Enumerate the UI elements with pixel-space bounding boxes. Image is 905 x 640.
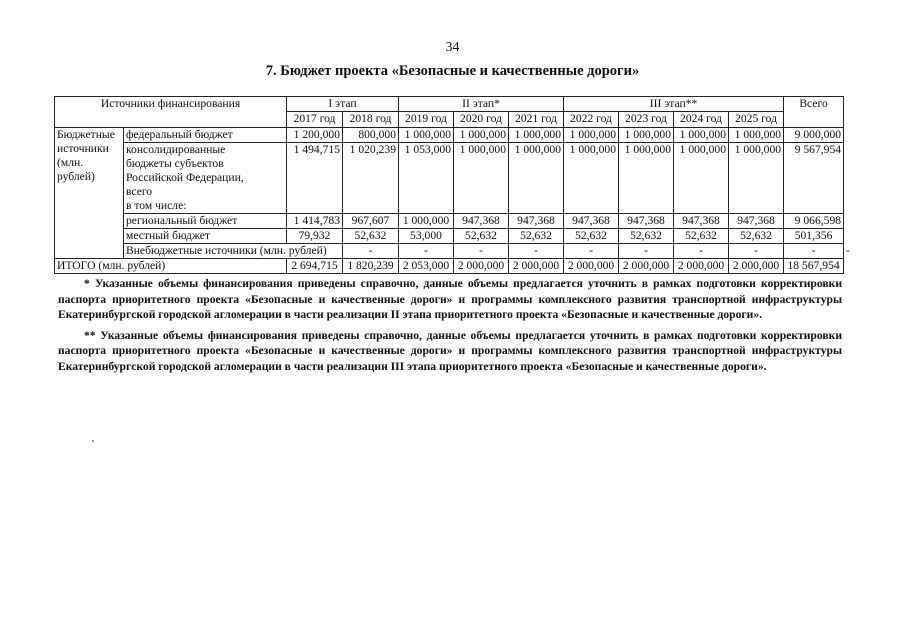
page-number: 34: [445, 40, 460, 55]
year-header: 2018 год: [343, 112, 399, 128]
header-stage-3: III этап**: [564, 97, 784, 112]
table-cell: 52,632: [674, 229, 729, 244]
table-cell: 9 000,000: [784, 128, 844, 143]
table-cell: 2 053,000: [399, 259, 454, 274]
table-cell: 52,632: [454, 229, 509, 244]
table-cell: 52,632: [619, 229, 674, 244]
table-cell: 52,632: [729, 229, 784, 244]
table-cell: -: [729, 244, 784, 259]
label-line: Российской Федерации,: [126, 171, 244, 184]
table-cell: 2 694,715: [287, 259, 343, 274]
table-cell: 1 000,000: [619, 128, 674, 143]
table-cell: -: [619, 244, 674, 259]
label-line: всего: [126, 185, 153, 198]
table-cell: 1 000,000: [729, 128, 784, 143]
year-header: 2017 год: [287, 112, 343, 128]
table-header-row: [55, 97, 844, 112]
footnote-stage-3: ** Указанные объемы финансирования приведены справочно, данные объемы предлагается уточнить в рамках подготовки корректировки паспорта приоритетного проекта «Безопасные и качественные дороги» и программы комплексного развития транспортной инфраструктуры Екатеринбургской городской агломерации в части реализации III этапа приоритетного проекта «Безопасные и качественные дороги».: [58, 328, 842, 373]
table-cell: 2 000,000: [454, 259, 509, 274]
year-header: 2020 год: [454, 112, 509, 128]
table-cell: -: [454, 244, 509, 259]
label-line: консолидированные: [126, 143, 226, 156]
budget-sources-label: [55, 128, 124, 259]
table-cell: 947,368: [564, 214, 619, 229]
table-row-regional: [55, 214, 844, 229]
table-cell: 1 000,000: [509, 128, 564, 143]
table-cell: 1 000,000: [564, 143, 619, 214]
table-row-consolidated: [55, 143, 844, 214]
section-title: 7. Бюджет проекта «Безопасные и качественные дороги»: [265, 63, 640, 79]
table-cell: 2 000,000: [729, 259, 784, 274]
table-cell: 1 020,239: [343, 143, 399, 214]
table-cell: -: [343, 244, 399, 259]
table-cell: 79,932: [287, 229, 343, 244]
table-row-total: [55, 259, 844, 274]
label-line: в том числе:: [126, 199, 187, 212]
table-cell: 947,368: [509, 214, 564, 229]
table-cell: 967,607: [343, 214, 399, 229]
table-cell: 1 000,000: [619, 143, 674, 214]
table-cell: 1 000,000: [509, 143, 564, 214]
budget-table: [54, 96, 850, 274]
table-cell: 52,632: [343, 229, 399, 244]
label-line: источники: [57, 142, 109, 155]
table-cell: -: [784, 244, 844, 259]
year-header: 2024 год: [674, 112, 729, 128]
table-cell: 1 000,000: [674, 143, 729, 214]
table-cell: 1 000,000: [729, 143, 784, 214]
row-label: Внебюджетные источники (млн. рублей): [124, 244, 343, 259]
table-row-local: [55, 229, 844, 244]
table-cell: 1 200,000: [287, 128, 343, 143]
table-row-extrabudget: Внебюджетные источники (млн. рублей) - - - - - - - - - -: [55, 244, 844, 259]
year-header: 2019 год: [399, 112, 454, 128]
row-label: ИТОГО (млн. рублей): [55, 259, 287, 274]
table-cell: 947,368: [454, 214, 509, 229]
label-line: рублей): [57, 170, 95, 183]
table-cell: -: [564, 244, 619, 259]
table-cell: 1 000,000: [564, 128, 619, 143]
table-cell: 947,368: [674, 214, 729, 229]
table-cell: 1 053,000: [399, 143, 454, 214]
table-cell: 52,632: [564, 229, 619, 244]
table-cell: -: [399, 244, 454, 259]
table-cell: 1 000,000: [399, 214, 454, 229]
table-cell: 2 000,000: [674, 259, 729, 274]
scan-speck: [92, 440, 94, 442]
row-label: местный бюджет: [124, 229, 287, 244]
year-header: 2022 год: [564, 112, 619, 128]
header-total: Всего: [784, 97, 844, 128]
header-stage-2: II этап*: [399, 97, 564, 112]
table-cell: -: [509, 244, 564, 259]
year-header: 2021 год: [509, 112, 564, 128]
table-cell: 1 000,000: [454, 128, 509, 143]
table-cell: 52,632: [509, 229, 564, 244]
header-sources: Источники финансирования: [55, 97, 287, 128]
table-cell: 9 567,954: [784, 143, 844, 214]
table-cell: 2 000,000: [619, 259, 674, 274]
footnotes: [58, 276, 842, 379]
table-cell: 947,368: [619, 214, 674, 229]
table-cell: -: [674, 244, 729, 259]
label-line: (млн.: [57, 156, 84, 169]
label-line: бюджеты субъектов: [126, 157, 224, 170]
table-cell: 18 567,954: [784, 259, 844, 274]
table-row-federal: [55, 128, 844, 143]
table-cell: 1 820,239: [343, 259, 399, 274]
label-line: Бюджетные: [57, 128, 115, 141]
table-cell: 1 000,000: [674, 128, 729, 143]
year-header: 2023 год: [619, 112, 674, 128]
row-label: региональный бюджет: [124, 214, 287, 229]
table-cell: 947,368: [729, 214, 784, 229]
table-cell: 53,000: [399, 229, 454, 244]
row-label: [124, 143, 287, 214]
table-cell: 9 066,598: [784, 214, 844, 229]
row-label: федеральный бюджет: [124, 128, 287, 143]
table-cell: 1 494,715: [287, 143, 343, 214]
table-cell: 1 000,000: [399, 128, 454, 143]
table-cell: 1 000,000: [454, 143, 509, 214]
table-cell: 2 000,000: [564, 259, 619, 274]
table-cell: 2 000,000: [509, 259, 564, 274]
year-header: 2025 год: [729, 112, 784, 128]
table-cell: 800,000: [343, 128, 399, 143]
table-cell: 1 414,783: [287, 214, 343, 229]
header-stage-1: I этап: [287, 97, 399, 112]
table-cell: 501,356: [784, 229, 844, 244]
footnote-stage-2: * Указанные объемы финансирования приведены справочно, данные объемы предлагается уточнить в рамках подготовки корректировки паспорта приоритетного проекта «Безопасные и качественные дороги» и программы комплексного развития транспортной инфраструктуры Екатеринбургской городской агломерации в части реализации II этапа приоритетного проекта «Безопасные и качественные дороги».: [58, 277, 842, 321]
